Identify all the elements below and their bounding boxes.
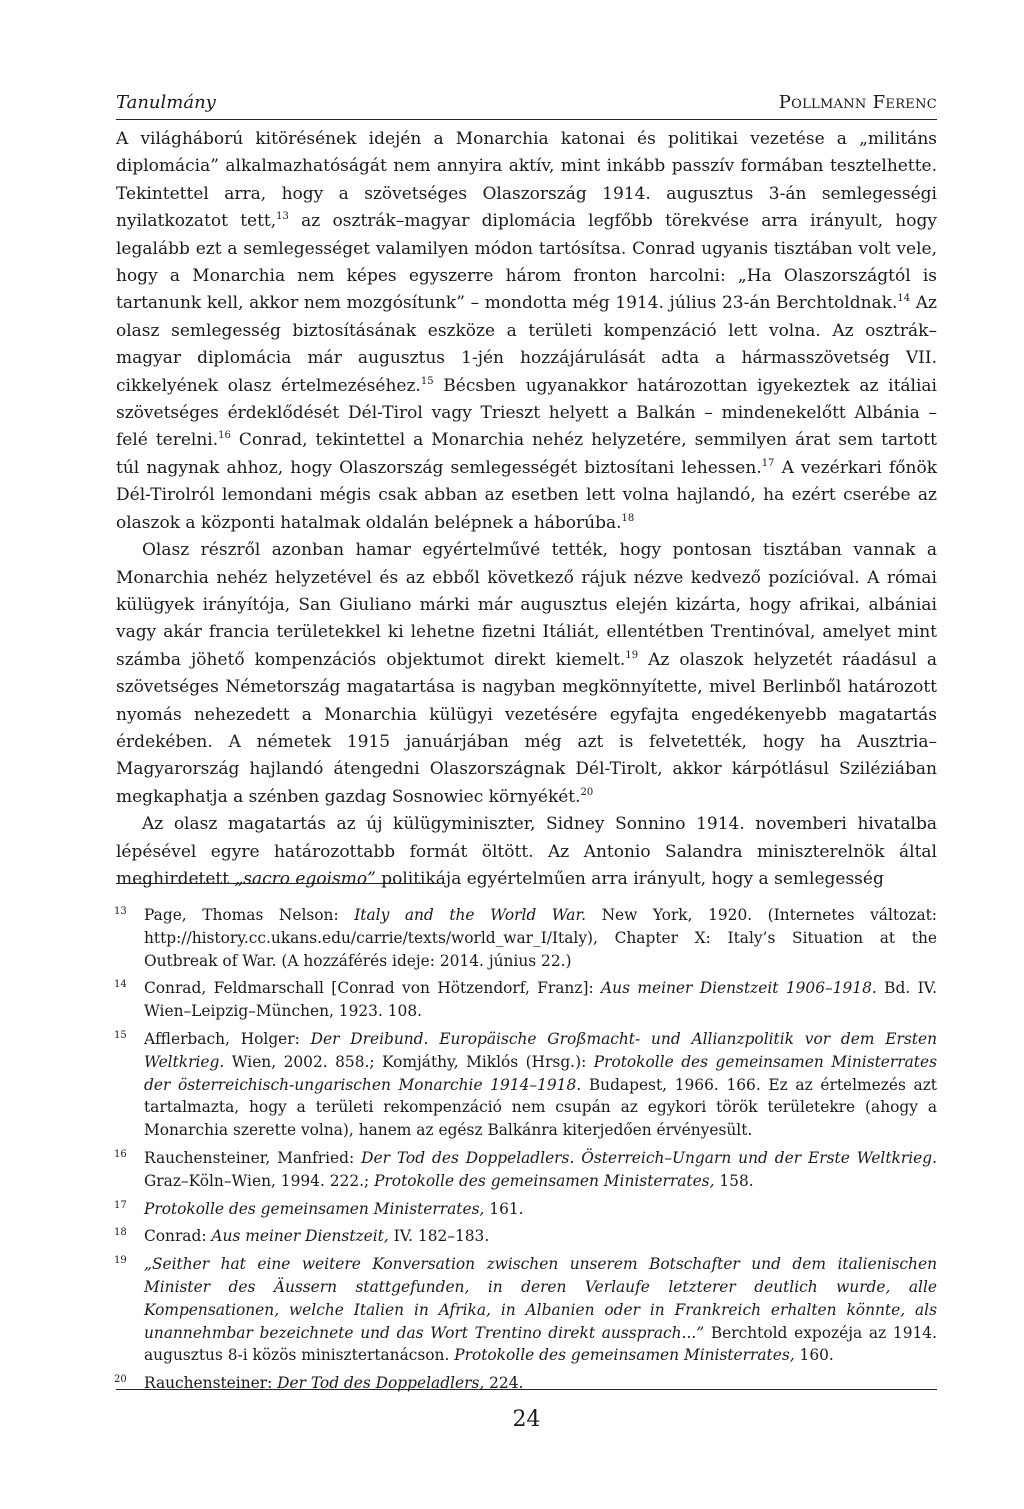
footnote <box>116 1147 937 1193</box>
footnote-ref: 15 <box>420 375 434 387</box>
footnote-rule <box>116 883 438 884</box>
text-run: Wien, 2002. 858.; Komjáthy, Miklós (Hrsg.): <box>224 1052 594 1071</box>
footnote-ref: 20 <box>580 786 594 798</box>
running-header <box>116 92 937 116</box>
footnote-number: 20 <box>114 1374 127 1386</box>
italic-run: Der Tod des Doppeladlers. Österreich–Ungarn und der Erste Weltkrieg. <box>361 1148 937 1167</box>
italic-run: Aus meiner Dienstzeit, <box>211 1227 389 1246</box>
text-run: Berchtold expozéja az 1914. augusztus 8-i közös minisztertanácson. <box>144 1323 937 1365</box>
footnote-number: 16 <box>114 1148 127 1160</box>
section-label: Tanulmány <box>116 92 216 113</box>
italic-run: Protokolle des gemeinsamen Ministerrates, <box>144 1199 485 1218</box>
italic-run: „sacro egoismo” <box>234 868 376 889</box>
paragraph <box>116 537 937 811</box>
text-run: Page, Thomas Nelson: <box>144 906 355 924</box>
page-number: 24 <box>512 1407 541 1432</box>
footnote-ref: 16 <box>218 430 231 442</box>
text-run: Az olaszok helyzetét ráadásul a szövetséges Németország magatartása is nagyban megkönnyítette, mivel Berlinből határozott nyomás nehezedett a Monarchia külügyi vezetésére egyfajta engedékenyebb magatartás érdekében. A németek 1915 januárjában még azt is felvetették, hogy ha Ausztria–Magyarország hajlandó átengedni Olaszországnak Dél-Tirolt, akkor kárpótlásul Sziléziában megkaphatja a szénben gazdag Sosnowiec környékét. <box>116 649 937 807</box>
body-text <box>116 126 937 893</box>
footnote <box>116 1198 937 1221</box>
footnote <box>116 1372 937 1395</box>
text-run: az osztrák–magyar diplomácia legfőbb törekvése arra irányult, hogy legalább ezt a semlegességet valamilyen módon tartósítsa. Conrad ugyanis tisztában volt vele, hogy a Monarchia nem képes egyszerre három fronton harcolni: „Ha Olaszországtól is tartanunk kell, akkor nem mozgósítunk” – mondotta még 1914. július 23-án Berchtoldnak. <box>116 211 937 314</box>
text-run: Conrad: <box>144 1227 212 1246</box>
footnote-number: 19 <box>114 1255 127 1267</box>
text-run: A vezérkari főnök Dél-Tirolról lemondani mégis csak abban az esetben lett volna hajlandó, ha ezért cserébe az olaszok a központi hatalmak oldalán belépnek a háborúba. <box>116 457 937 533</box>
footnote <box>116 977 937 1023</box>
footnote <box>116 904 937 972</box>
italic-run: „Seither hat eine weitere Konversation zwischen unserem Botschafter und dem italienischen Minister des Äussern stattgefunden, in deren Verlaufe letzterer deutlich wurde, alle Kompensationen, welche Italien in Afrika, in Albanien oder in Frankreich erhalten könnte, als unannehmbar bezeichnete und das Wort Trentino direkt aussprach...” <box>144 1255 937 1342</box>
text-run: Az olasz magatartás az új külügyminiszter, Sidney Sonnino 1914. novemberi hivatalba lépésével egyre határozottabb formát öltött. Az Antonio Salandra miniszterelnök által meghirdetett <box>116 814 937 889</box>
paragraph <box>116 811 937 893</box>
footnote-ref: 18 <box>621 512 635 524</box>
header-rule <box>116 119 937 120</box>
text-run: Rauchensteiner, Manfried: <box>144 1148 362 1167</box>
document-page <box>116 0 937 1509</box>
text-run: 160. <box>794 1346 834 1365</box>
italic-run: Protokolle des gemeinsamen Ministerrates der österreichisch-ungarischen Monarchie 1914–1918. <box>144 1052 937 1094</box>
text-run: Afflerbach, Holger: <box>144 1029 311 1048</box>
footnote-number: 14 <box>114 979 127 991</box>
text-run: Bécsben ugyanakkor határozottan igyekeztek az itáliai szövetséges érdeklődését Dél-Tirol vagy Trieszt helyett a Balkán – mindenekelőtt Albánia – felé terelni. <box>116 375 937 451</box>
text-run: A világháború kitörésének idején a Monarchia katonai és politikai vezetése a „militáns diplomácia” alkalmazhatóságát nem annyira aktív, mint inkább passzív formában tesztelhette. Tekintettel arra, hogy a szövetséges Olaszország 1914. augusztus 3-án semlegességi nyilatkozatot tett, <box>116 129 937 232</box>
paragraph <box>116 126 937 537</box>
text-run: 224. <box>484 1374 524 1393</box>
text-run: Az olasz semlegesség biztosításának eszköze a területi kompenzáció lett volna. Az osztrák–magyar diplomácia már augusztus 1-jén hozzájárulását adta a hármasszövetség VII. cikkelyének olasz értelmezéséhez. <box>116 293 937 396</box>
footnote-number: 15 <box>114 1029 127 1041</box>
footnote-ref: 13 <box>276 211 289 223</box>
text-run: Conrad, Feldmarschall [Conrad von Hötzendorf, Franz]: <box>144 979 602 998</box>
text-run: 161. <box>484 1199 524 1218</box>
italic-run: Aus meiner Dienstzeit 1906–1918. <box>601 979 877 998</box>
text-run: IV. 182–183. <box>388 1227 490 1246</box>
footnote-ref: 14 <box>897 293 911 305</box>
footnote-ref: 19 <box>625 649 639 661</box>
text-run: Graz–Köln–Wien, 1994. 222.; <box>144 1171 375 1190</box>
italic-run: Protokolle des gemeinsamen Ministerrates, <box>454 1346 795 1365</box>
text-run: Olasz részről azonban hamar egyértelművé tették, hogy pontosan tisztában vannak a Monarchia nehéz helyzetével és az ebből következő rájuk nézve kedvező pozícióval. A római külügyek irányítója, San Giuliano márki már augusztus elején kizárta, hogy afrikai, albániai vagy akár francia területekkel ki lehetne fizetni Itáliát, ellentétben Trentinóval, amelyet mint számba jöhető kompenzációs objektumot direkt kiemelt. <box>116 540 937 670</box>
footnotes <box>116 904 937 1400</box>
text-run: Budapest, 1966. 166. Ez az értelmezés azt tartalmazta, hogy a területi rekompenzáció nem csupán az egykori török területekre (ahogy a Monarchia szerette volna), hanem az egész Balkánra kiterjedően érvényesült. <box>144 1075 937 1140</box>
author-name: Pollmann Ferenc <box>778 92 937 113</box>
text-run: Rauchensteiner: <box>144 1374 278 1393</box>
text-run: politikája egyértelműen arra irányult, hogy a semlegesség <box>375 868 884 889</box>
text-run: New York, 1920. (Internetes változat: http://history.cc.ukans.edu/carrie/texts/world_war_I/Italy), Chapter X: Italy’s Situation at the Outbreak of War. (A hozzáférés ideje: 2014. június 22.) <box>144 906 937 970</box>
footnote-ref: 17 <box>761 457 775 469</box>
italic-run: Der Dreibund. Europäische Großmacht- und Allianzpolitik vor dem Ersten Weltkrieg. <box>144 1029 937 1071</box>
text-run: Bd. IV. Wien–Leipzig–München, 1923. 108. <box>144 979 937 1021</box>
footnote <box>116 1253 937 1367</box>
footnote <box>116 1028 937 1142</box>
footnote <box>116 1225 937 1248</box>
text-run: Conrad, tekintettel a Monarchia nehéz helyzetére, semmilyen árat sem tartott túl nagynak ahhoz, hogy Olaszország semlegességét biztosítani lehessen. <box>116 430 938 478</box>
footer-rule <box>116 1389 937 1390</box>
footnote-number: 18 <box>114 1227 127 1239</box>
italic-run: Der Tod des Doppeladlers, <box>277 1374 485 1393</box>
italic-run: Protokolle des gemeinsamen Ministerrates, <box>374 1171 715 1190</box>
italic-run: Italy and the World War. <box>354 906 587 924</box>
footnote-number: 17 <box>114 1199 127 1211</box>
footnote-number: 13 <box>114 906 127 917</box>
text-run: 158. <box>714 1171 754 1190</box>
